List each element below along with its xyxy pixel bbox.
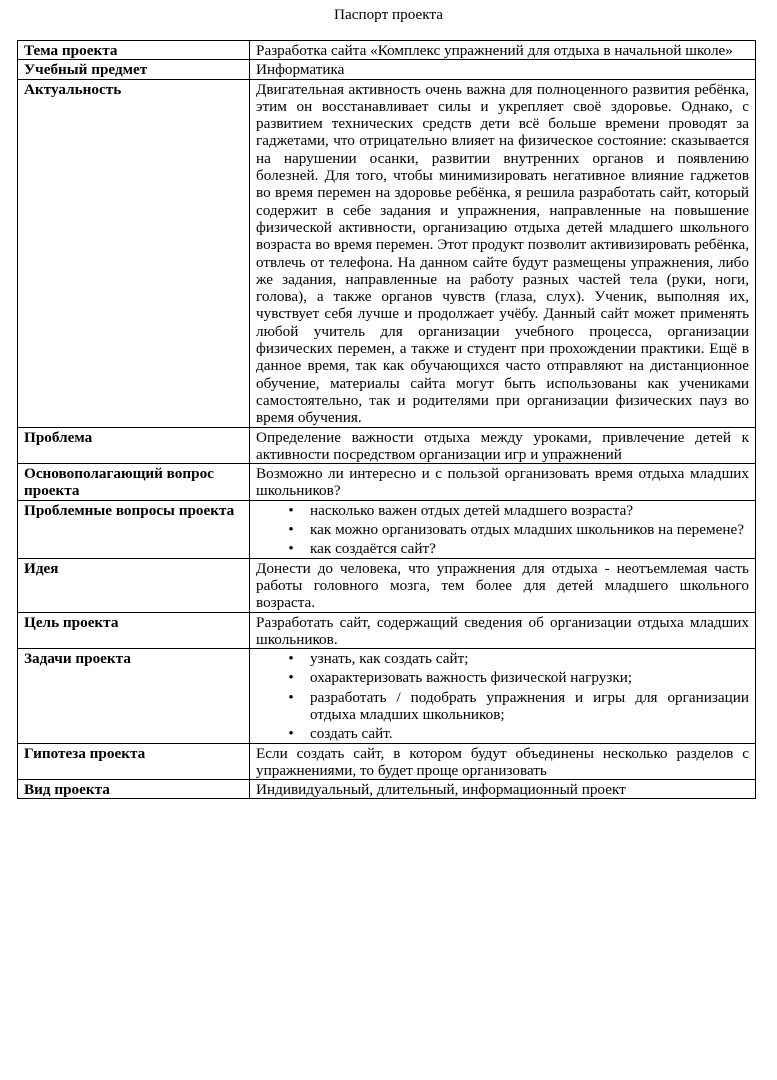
row-label-goal: Цель проекта: [18, 612, 250, 649]
row-value-problem-questions: [250, 500, 756, 558]
table-row: [18, 649, 756, 743]
row-value-topic: Разработка сайта «Комплекс упражнений для отдыха в начальной школе»: [250, 41, 756, 60]
row-value-idea: Донести до человека, что упражнения для отдыха - неотъемлемая часть работы головного мозга, тем более для детей младшего школьного возраста.: [250, 558, 756, 612]
bullet-icon: •: [288, 540, 294, 558]
row-value-subject: Информатика: [250, 60, 756, 79]
list-item: [284, 650, 749, 667]
row-value-hypothesis: Если создать сайт, в котором будут объединены несколько разделов с упражнениями, то будет проще организовать: [250, 743, 756, 780]
bullet-list: [256, 650, 749, 742]
list-item: [284, 521, 749, 538]
table-row: [18, 41, 756, 60]
table-row: [18, 79, 756, 427]
row-label-relevance: Актуальность: [18, 79, 250, 427]
row-label-project-type: Вид проекта: [18, 780, 250, 799]
row-value-problem: Определение важности отдыха между уроками, привлечение детей к активности посредством организации игр и упражнений: [250, 427, 756, 464]
row-label-idea: Идея: [18, 558, 250, 612]
list-item: [284, 689, 749, 724]
row-label-hypothesis: Гипотеза проекта: [18, 743, 250, 780]
bullet-icon: •: [288, 501, 294, 519]
list-item: [284, 669, 749, 686]
row-value-tasks: [250, 649, 756, 743]
row-label-topic: Тема проекта: [18, 41, 250, 60]
table-row: [18, 743, 756, 780]
project-passport-table: [17, 40, 756, 799]
list-item-text: как создаётся сайт?: [310, 540, 436, 558]
list-item-text: разработать / подобрать упражнения и игры для организации отдыха младших школьников;: [310, 688, 749, 723]
row-value-relevance: Двигательная активность очень важна для полноценного развития ребёнка, этим он восстанавливает силы и укрепляет своё здоровье. Однако, с развитием технических средств дети всё больше времени проводят за гаджетами, что отрицательно влияет на физическое состояние: сказывается на нарушении осанки, развитии внутренних органов и появлению болезней. Для того, чтобы минимизировать негативное влияние гаджетов во время перемен на здоровье ребёнка, я решила разработать сайт, который содержит в себе задания и упражнения, направленные на повышение физической активности, организацию отдыха детей младшего школьного возраста во время перемен. Этот продукт позволит активизировать ребёнка, отвлечь от телефона. На данном сайте будут размещены упражнения, либо же задания, направленные на работу разных частей тела (руки, ноги, голова), а также органов чувств (глаза, слух). Ученик, выполняя их, чувствует себя лучше и продолжает учёбу. Данный сайт может применять любой учитель для организации учебного процесса, организации физических перемен, а также и студент при прохождении практики. Ещё в данное время, так как обучающихся часто отправляют на дистанционное обучение, материалы сайта могут быть использованы как учениками самостоятельно, так и родителями при организации физических пауз во время обучения.: [250, 79, 756, 427]
row-label-problem: Проблема: [18, 427, 250, 464]
table-row: [18, 464, 756, 501]
bullet-icon: •: [288, 521, 294, 539]
table-row: [18, 558, 756, 612]
table-row: [18, 500, 756, 558]
bullet-icon: •: [288, 650, 294, 668]
list-item: [284, 725, 749, 742]
bullet-icon: •: [288, 725, 294, 743]
list-item: [284, 502, 749, 519]
row-label-tasks: Задачи проекта: [18, 649, 250, 743]
table-row: [18, 612, 756, 649]
row-label-subject: Учебный предмет: [18, 60, 250, 79]
bullet-list: [256, 502, 749, 558]
bullet-icon: •: [288, 688, 294, 706]
page-title: Паспорт проекта: [334, 6, 443, 23]
row-value-fundamental-question: Возможно ли интересно и с пользой организовать время отдыха младших школьников?: [250, 464, 756, 501]
list-item-text: узнать, как создать сайт;: [310, 650, 469, 668]
row-value-goal: Разработать сайт, содержащий сведения об организации отдыха младших школьников.: [250, 612, 756, 649]
list-item-text: охарактеризовать важность физической нагрузки;: [310, 669, 633, 687]
list-item-text: как можно организовать отдых младших школьников на перемене?: [310, 521, 744, 539]
row-label-problem-questions: Проблемные вопросы проекта: [18, 500, 250, 558]
bullet-icon: •: [288, 669, 294, 687]
list-item-text: насколько важен отдых детей младшего возраста?: [310, 501, 634, 519]
table-row: [18, 427, 756, 464]
table-row: [18, 60, 756, 79]
table-row: [18, 780, 756, 799]
list-item-text: создать сайт.: [310, 725, 393, 743]
row-label-fundamental-question: Основополагающий вопрос проекта: [18, 464, 250, 501]
row-value-project-type: Индивидуальный, длительный, информационный проект: [250, 780, 756, 799]
list-item: [284, 540, 749, 557]
